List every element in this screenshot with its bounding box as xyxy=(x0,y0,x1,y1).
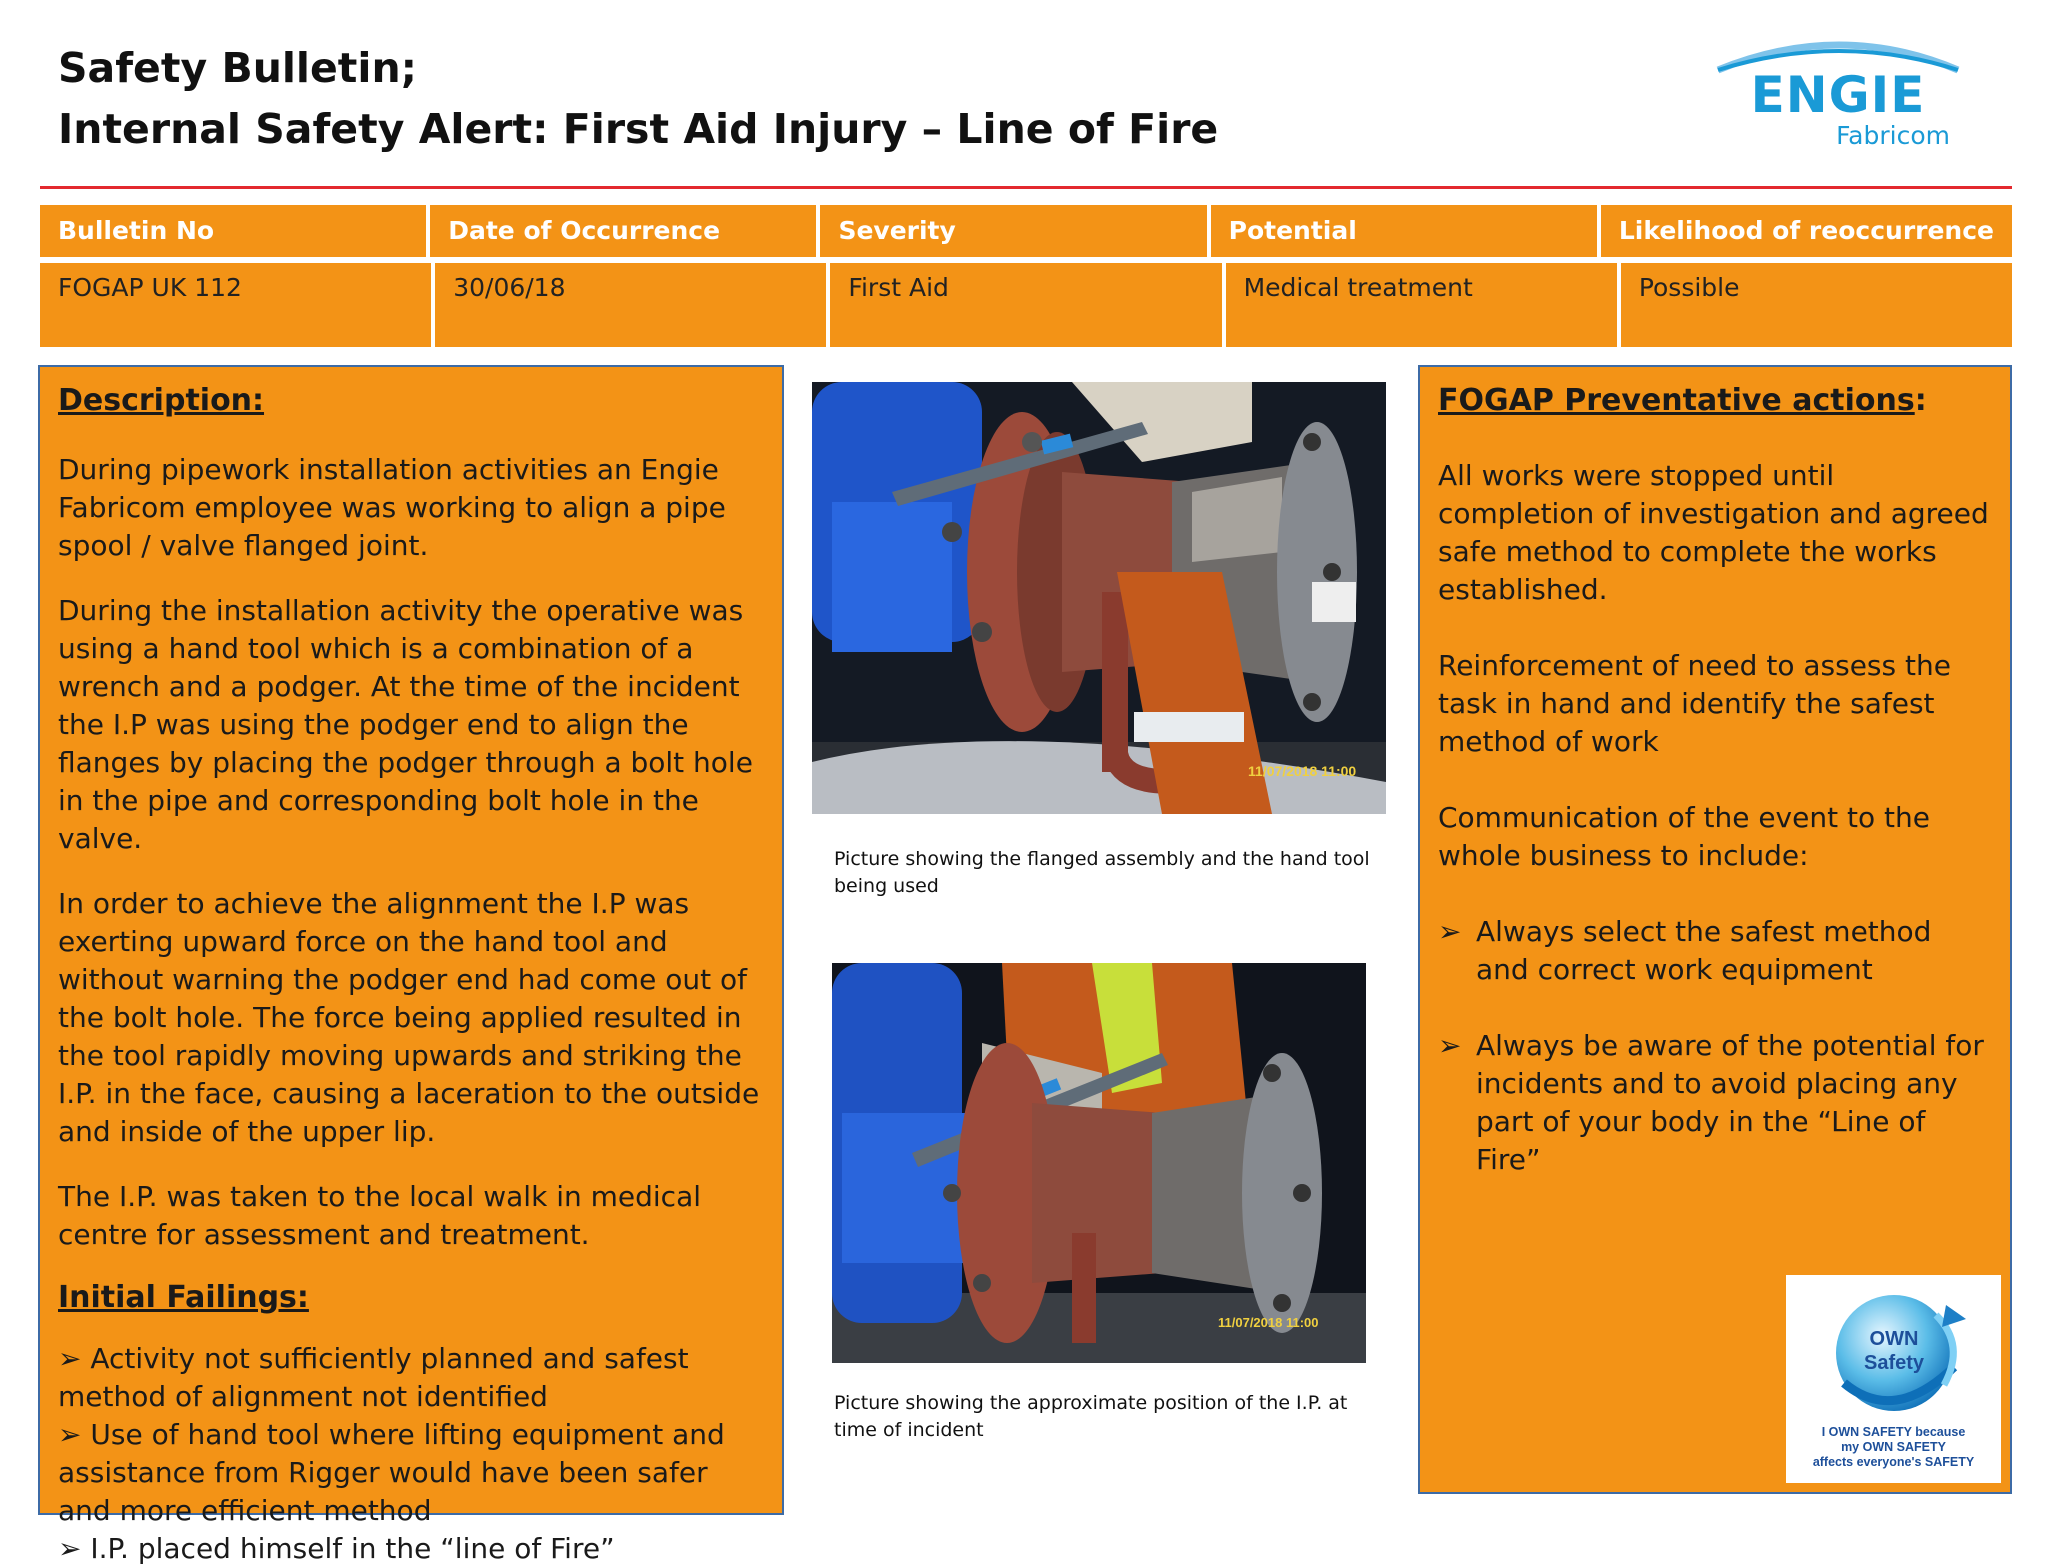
value-likelihood: Possible xyxy=(1621,263,2012,347)
preventative-actions-title: FOGAP Preventative actions xyxy=(1438,383,1915,418)
description-paragraph-4: The I.P. was taken to the local walk in medical centre for assessment and treatment. xyxy=(58,1180,702,1251)
action-paragraph-2: Reinforcement of need to assess the task in hand and identify the safest method of work xyxy=(1438,649,1951,758)
value-severity: First Aid xyxy=(830,263,1221,347)
badge-caption-line-1: I OWN SAFETY because xyxy=(1821,1425,1966,1439)
value-date-of-occurrence: 30/06/18 xyxy=(435,263,826,347)
badge-line1: OWN xyxy=(1869,1328,1919,1350)
action-bullet-2-text: Always be aware of the potential for incidents and to avoid placing any part of your body in the “Line of Fire” xyxy=(1476,1029,1984,1176)
preventative-actions-colon: : xyxy=(1914,383,1927,418)
description-paragraph-2: During the installation activity the operative was using a hand tool which is a combination of a wrench and a podger. At the time of the incident the I.P was using the podger end to align the flanges by placing the podger through a bolt hole in the pipe and corresponding bolt hole in the valve. xyxy=(58,594,753,855)
description-panel xyxy=(38,365,784,1565)
header-date-of-occurrence: Date of Occurrence xyxy=(430,205,816,257)
failing-item-3: ➢ I.P. placed himself in the “line of Fire” xyxy=(58,1532,615,1565)
badge-line2: Safety xyxy=(1863,1352,1925,1374)
flanged-assembly-photo xyxy=(812,382,1386,814)
action-paragraph-1: All works were stopped until completion of investigation and agreed safe method to complete the works established. xyxy=(1438,459,1989,606)
initial-failings-heading: Initial Failings: xyxy=(58,1280,309,1315)
photo1-caption: Picture showing the flanged assembly and the hand tool being used xyxy=(834,848,1370,897)
header-severity: Severity xyxy=(820,205,1206,257)
failing-item-2: ➢ Use of hand tool where lifting equipment and assistance from Rigger would have been safer and more efficient method xyxy=(58,1418,725,1527)
header-potential: Potential xyxy=(1211,205,1597,257)
photo1-timestamp: 11/07/2018 11:00 xyxy=(1248,763,1357,779)
description-paragraph-1: During pipework installation activities an Engie Fabricom employee was working to align a pipe spool / valve flanged joint. xyxy=(58,453,726,562)
action-bullet-1-text: Always select the safest method and correct work equipment xyxy=(1476,915,1932,986)
logo-subtitle: Fabricom xyxy=(1836,121,1950,150)
header-bulletin-no: Bulletin No xyxy=(40,205,426,257)
action-bullet-2 xyxy=(1438,1027,1992,1179)
description-paragraph-3: In order to achieve the alignment the I.P was exerting upward force on the hand tool and without warning the podger end had come out of the bolt hole. The force being applied resulted in the tool rapidly moving upwards and striking the I.P. in the face, causing a laceration to the outside and inside of the upper lip. xyxy=(58,887,760,1148)
info-header-row xyxy=(40,205,2012,257)
bulletin-info-table xyxy=(40,205,2012,347)
header-likelihood: Likelihood of reoccurrence xyxy=(1601,205,2012,257)
own-safety-globe-icon xyxy=(1786,1275,2001,1425)
photo2-caption: Picture showing the approximate position of the I.P. at time of incident xyxy=(834,1392,1348,1441)
description-heading: Description: xyxy=(58,383,265,418)
title-line-1: Safety Bulletin; xyxy=(58,44,418,92)
badge-caption-line-2: my OWN SAFETY xyxy=(1841,1440,1946,1454)
title-line-2: Internal Safety Alert: First Aid Injury – Line of Fire xyxy=(58,105,1219,153)
header-divider xyxy=(40,186,2012,189)
ip-position-photo xyxy=(832,963,1366,1363)
action-bullet-1 xyxy=(1438,913,1992,989)
own-safety-badge xyxy=(1786,1275,2001,1483)
bullet-arrow-icon: ➢ xyxy=(1438,1029,1462,1062)
photo2-timestamp: 11/07/2018 11:00 xyxy=(1218,1315,1319,1330)
badge-caption-line-3: affects everyone's SAFETY xyxy=(1812,1455,1975,1469)
action-paragraph-3: Communication of the event to the whole business to include: xyxy=(1438,801,1930,872)
preventative-actions-heading xyxy=(1438,381,1992,421)
value-bulletin-no: FOGAP UK 112 xyxy=(40,263,431,347)
engie-fabricom-logo xyxy=(1700,36,1970,156)
info-value-row xyxy=(40,263,2012,347)
failing-item-1: ➢ Activity not sufficiently planned and safest method of alignment not identified xyxy=(58,1342,689,1413)
page-title xyxy=(58,38,1218,160)
badge-caption xyxy=(1786,1425,2001,1470)
logo-word: ENGIE xyxy=(1750,66,1926,124)
value-potential: Medical treatment xyxy=(1226,263,1617,347)
bullet-arrow-icon: ➢ xyxy=(1438,915,1462,948)
